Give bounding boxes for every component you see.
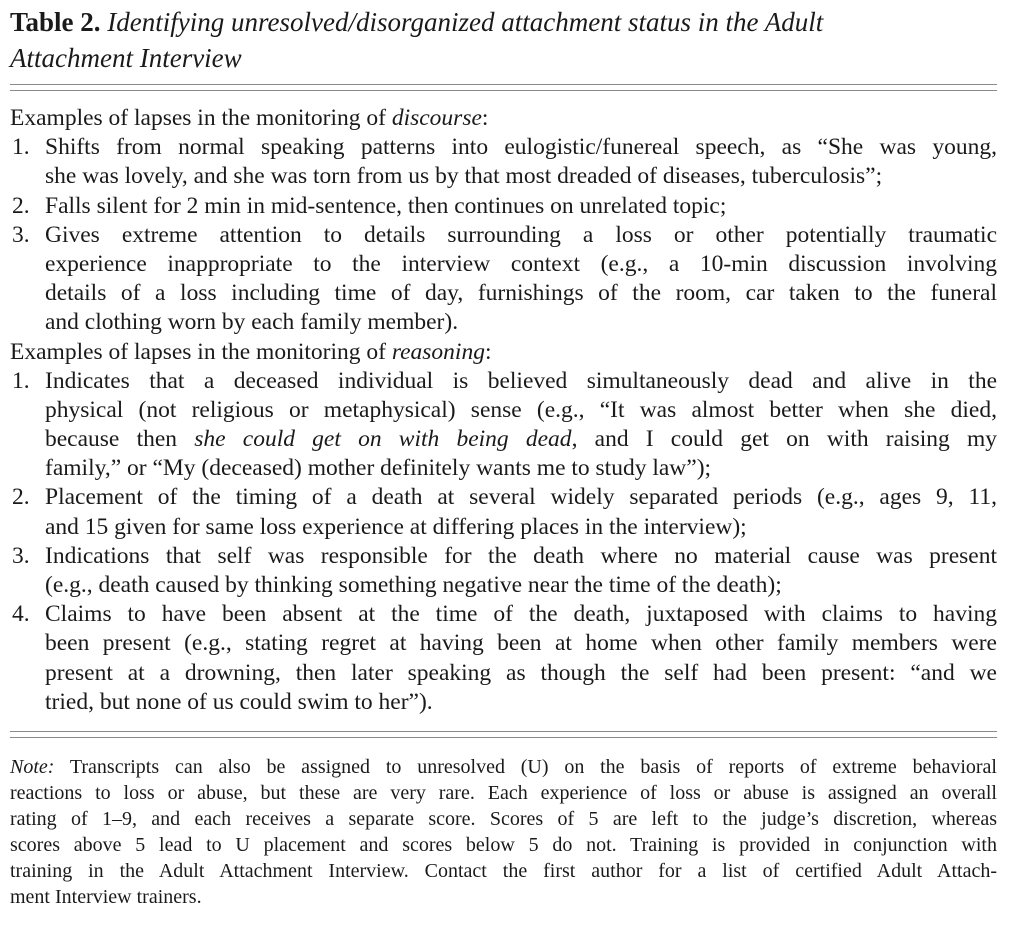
text-line bbox=[45, 192, 997, 221]
text-line bbox=[45, 513, 997, 542]
text-line bbox=[45, 425, 997, 454]
text-line bbox=[45, 629, 997, 658]
text-line bbox=[45, 396, 997, 425]
text-line bbox=[45, 279, 997, 308]
text-segment: physical (not religious or metaphysical) sense (e.g., “It was almost better when she died, bbox=[45, 396, 997, 423]
text-line bbox=[45, 483, 997, 512]
text-segment: ment Interview trainers. bbox=[10, 886, 202, 908]
item-number: 3. bbox=[12, 221, 30, 248]
text-line bbox=[10, 806, 997, 832]
text-segment: Indicates that a deceased individual is believed simultaneously dead and alive in the bbox=[45, 367, 997, 394]
top-rule bbox=[10, 90, 997, 91]
text-segment: scores above 5 lead to U placement and scores below 5 do not. Training is provided in conjunction with bbox=[10, 834, 997, 856]
text-segment: Shifts from normal speaking patterns into eulogistic/funereal speech, as “She was young, bbox=[45, 134, 997, 161]
bottom-rule bbox=[10, 731, 997, 732]
text-line bbox=[10, 104, 997, 133]
bottom-rule bbox=[10, 737, 997, 738]
text-segment: Placement of the timing of a death at several widely separated periods (e.g., ages 9, 11, bbox=[45, 484, 997, 511]
table-label: Table 2. bbox=[10, 7, 101, 37]
text-segment: Gives extreme attention to details surrounding a loss or other potentially traumatic bbox=[45, 221, 997, 248]
text-line bbox=[45, 162, 997, 191]
item-number: 1. bbox=[12, 134, 30, 161]
text-line bbox=[45, 600, 997, 629]
text-line bbox=[10, 832, 997, 858]
list-item bbox=[10, 367, 997, 484]
text-segment: Falls silent for 2 min in mid-sentence, then continues on unrelated topic; bbox=[45, 192, 727, 219]
text-segment: reactions to loss or abuse, but these are very rare. Each experience of loss or abuse is assigned an overall bbox=[10, 782, 997, 804]
table-note bbox=[10, 754, 997, 910]
text-segment: : bbox=[484, 338, 492, 365]
item-number: 1. bbox=[12, 367, 30, 394]
text-line bbox=[45, 367, 997, 396]
text-segment: tried, but none of us could swim to her”). bbox=[45, 688, 433, 715]
item-number: 2. bbox=[12, 484, 30, 511]
text-line bbox=[10, 338, 997, 367]
list-item bbox=[10, 133, 997, 191]
item-number: 3. bbox=[12, 542, 30, 569]
text-line bbox=[10, 780, 997, 806]
text-segment: details of a loss including time of day, furnishings of the room, car taken to the funeral bbox=[45, 280, 997, 307]
text-segment: Examples of lapses in the monitoring of bbox=[10, 338, 392, 365]
table-caption-line: Attachment Interview bbox=[10, 43, 242, 73]
text-segment: and clothing worn by each family member). bbox=[45, 309, 459, 336]
text-segment: (e.g., death caused by thinking something negative near the time of the death); bbox=[45, 572, 782, 598]
text-line bbox=[45, 308, 997, 337]
list-item bbox=[10, 600, 997, 717]
text-line bbox=[10, 858, 997, 884]
text-line bbox=[45, 250, 997, 279]
text-segment: present at a drowning, then later speaking as though the self had been present: “and we bbox=[45, 659, 997, 686]
text-segment: Claims to have been absent at the time of the death, juxtaposed with claims to having bbox=[45, 601, 997, 628]
text-line bbox=[45, 133, 997, 162]
text-line bbox=[45, 571, 997, 600]
list-item bbox=[10, 192, 997, 221]
list-item bbox=[10, 542, 997, 600]
text-segment: she was lovely, and she was torn from us by that most dreaded of diseases, tuberculosis”; bbox=[45, 163, 883, 190]
text-segment: because then bbox=[45, 426, 195, 453]
text-line bbox=[45, 659, 997, 688]
text-line bbox=[45, 688, 997, 717]
table-caption-line: Identifying unresolved/disorganized attachment status in the Adult bbox=[107, 7, 824, 37]
section-heading bbox=[10, 338, 997, 367]
italic-text: Note: bbox=[10, 756, 55, 778]
item-number: 4. bbox=[12, 601, 30, 628]
list-item bbox=[10, 483, 997, 541]
table-body bbox=[10, 104, 997, 717]
text-segment: , and I could get on with raising my bbox=[571, 426, 997, 453]
text-line bbox=[45, 542, 997, 571]
text-segment: been present (e.g., stating regret at having been at home when other family members were bbox=[45, 630, 997, 657]
text-segment: Indications that self was responsible for the death where no material cause was present bbox=[45, 542, 997, 569]
text-line bbox=[10, 754, 997, 780]
list-item bbox=[10, 221, 997, 338]
section-heading bbox=[10, 104, 997, 133]
text-line bbox=[45, 221, 997, 250]
text-segment: and 15 given for same loss experience at differing places in the interview); bbox=[45, 513, 747, 540]
italic-text: discourse bbox=[391, 105, 482, 131]
text-segment: Examples of lapses in the monitoring of bbox=[10, 105, 392, 131]
text-segment: rating of 1–9, and each receives a separate score. Scores of 5 are left to the judge’s discretion, whereas bbox=[10, 808, 997, 830]
text-segment: family,” or “My (deceased) mother definitely wants me to study law”); bbox=[45, 455, 712, 482]
item-number: 2. bbox=[12, 192, 30, 219]
text-segment: Transcripts can also be assigned to unresolved (U) on the basis of reports of extreme behavioral bbox=[54, 756, 997, 778]
text-segment: : bbox=[481, 105, 489, 131]
top-rule bbox=[10, 84, 997, 85]
italic-text: she could get on with being dead bbox=[194, 426, 572, 453]
italic-text: reasoning bbox=[391, 338, 485, 365]
text-line bbox=[10, 884, 997, 910]
text-segment: experience inappropriate to the interview context (e.g., a 10-min discussion involving bbox=[45, 250, 997, 277]
table-title bbox=[10, 4, 1000, 76]
text-segment: training in the Adult Attachment Interview. Contact the first author for a list of certified Adult Attach- bbox=[10, 860, 997, 882]
text-line bbox=[45, 454, 997, 483]
